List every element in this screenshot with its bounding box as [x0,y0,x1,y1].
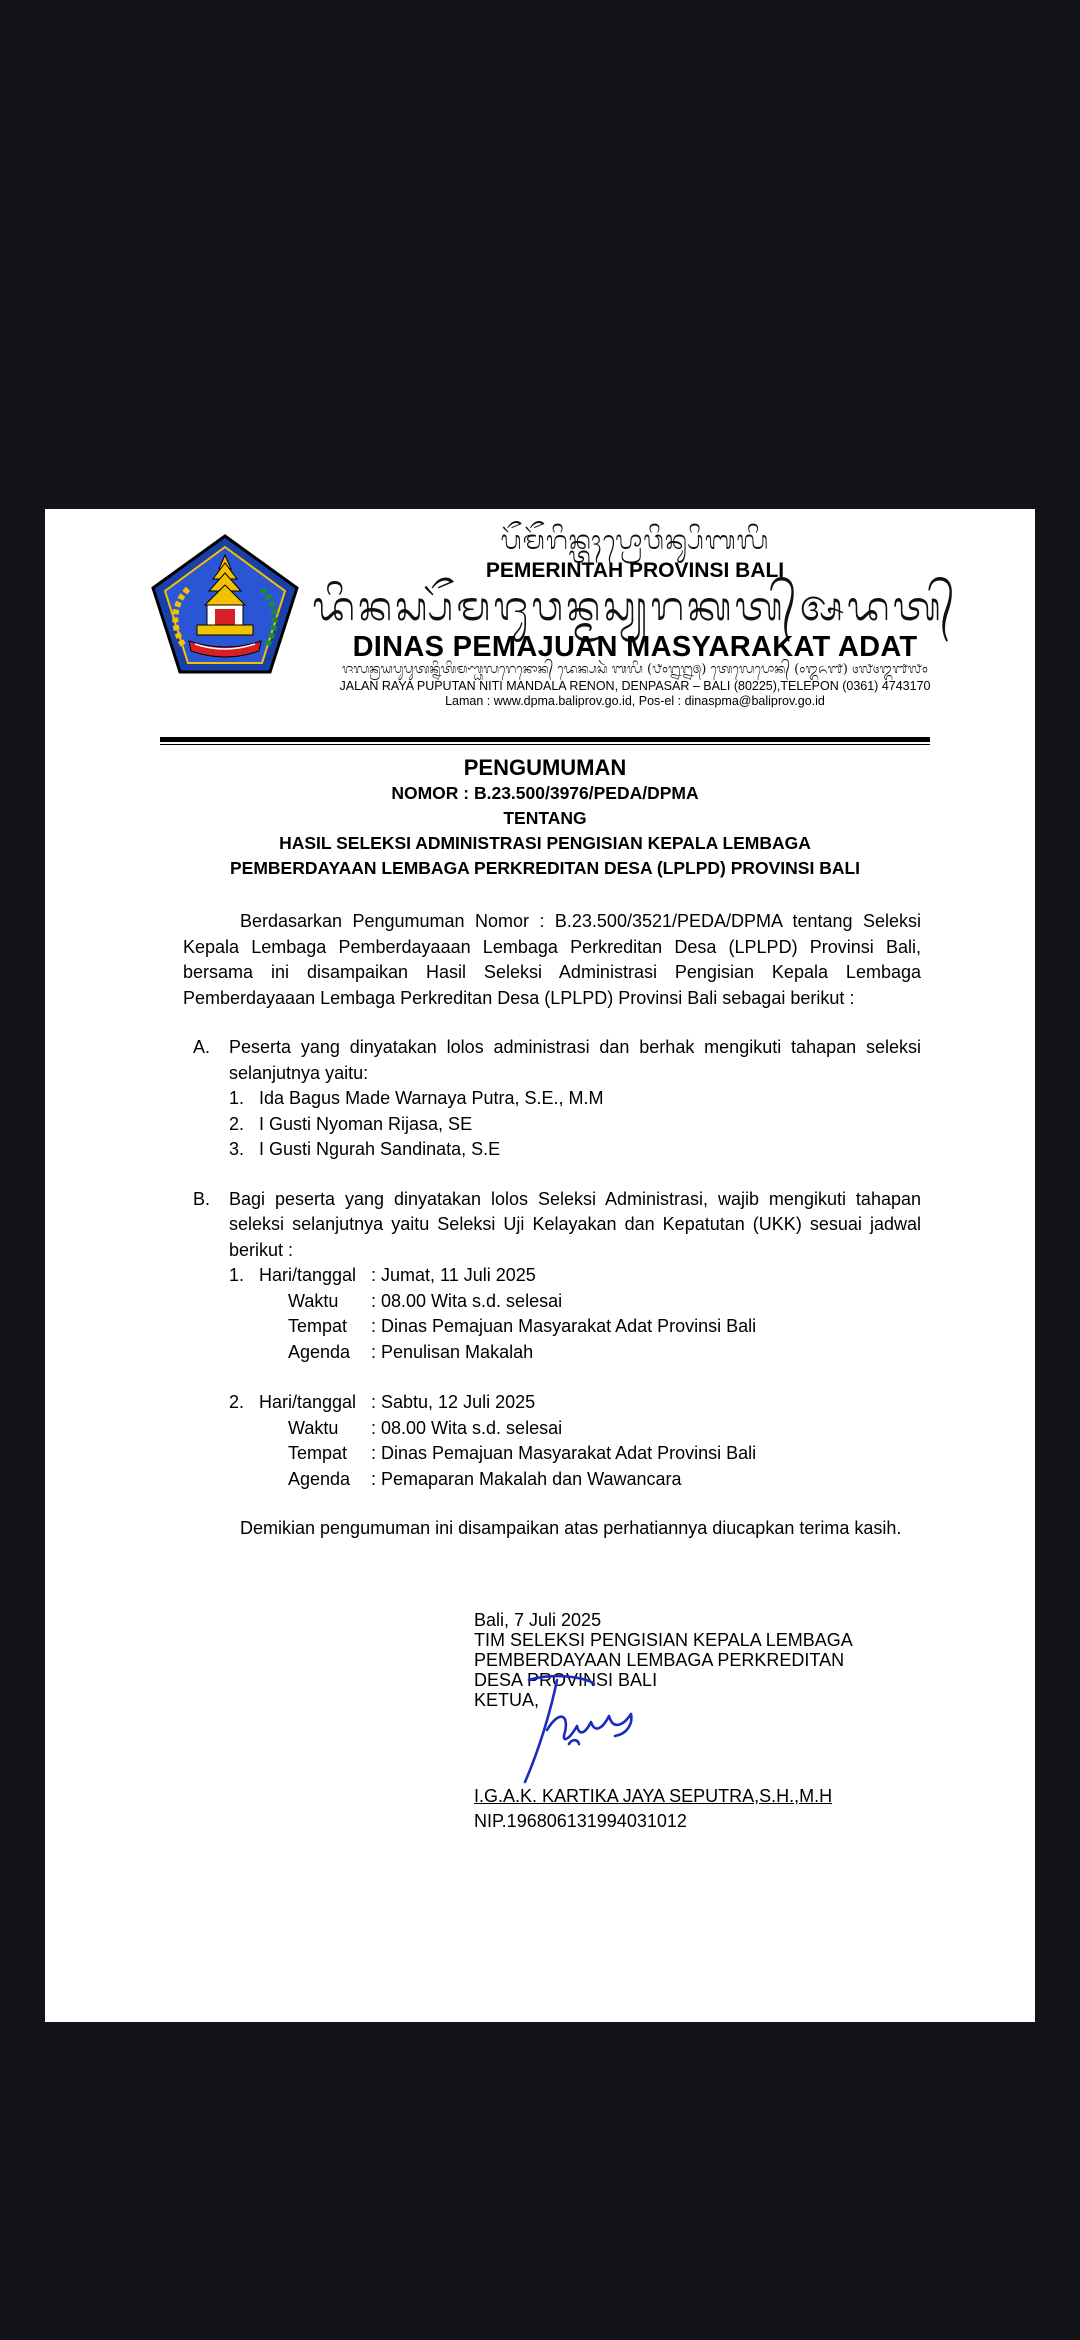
balinese-script-government: ᬧᭂᬫᭂᬭᬶᬦ᭄ᬢᬄᬧ᭄ᬭᭀᬯᬶᬦ᭄ᬲᬶᬩᬮᬶ [500,526,770,556]
participant-list [229,1086,921,1163]
section-a-letter: A. [193,1037,211,1057]
announcement-subject-line-1: HASIL SELEKSI ADMINISTRASI PENGISIAN KEPALA LEMBAGA [279,833,811,853]
section-a-text: Peserta yang dinyatakan lolos administrasi dan berhak mengikuti tahapan seleksi selanjutnya yaitu: [229,1037,921,1083]
schedule-number: 1. [229,1265,245,1285]
schedule-place-label: Tempat [288,1443,348,1463]
schedule-agenda-value: : Pemaparan Makalah dan Wawancara [371,1468,682,1489]
office-contact: Laman : www.dpma.baliprov.go.id, Pos-el : dinaspma@baliprov.go.id [445,694,825,708]
schedule-day-value: : Sabtu, 12 Juli 2025 [371,1392,536,1412]
list-item [229,1086,921,1112]
document-page [45,509,1035,2022]
section-a [183,1035,921,1163]
schedule-item [229,1263,921,1365]
signatory-name: I.G.A.K. KARTIKA JAYA SEPUTRA,S.H.,M.H [474,1786,833,1806]
list-item-number: 2. [229,1113,245,1134]
office-address: JALAN RAYA PUPUTAN NITI MANDALA RENON, DENPASAR – BALI (80225),TELEPON (0361) 4743170 [339,679,931,693]
signatory-nip: NIP.196806131994031012 [474,1811,687,1831]
signatory-role: KETUA, [474,1690,540,1710]
schedule-place-value: : Dinas Pemajuan Masyarakat Adat Provinsi Bali [371,1316,757,1336]
announcement-heading [160,755,930,881]
list-item [229,1137,921,1163]
schedule-time-label: Waktu [288,1417,339,1438]
schedule-item [229,1390,921,1492]
schedule-day-label: Hari/tanggal [259,1392,357,1412]
team-name-line-1: TIM SELEKSI PENGISIAN KEPALA LEMBAGA [474,1630,853,1650]
letterhead-divider-thick [160,737,930,742]
signature-block [474,1610,934,1831]
announcement-title: PENGUMUMAN [463,755,627,780]
schedule-day-label: Hari/tanggal [259,1265,357,1285]
schedule-agenda-value: : Penulisan Makalah [371,1341,534,1362]
schedule-agenda-label: Agenda [288,1341,351,1362]
letterhead [245,523,1025,709]
schedule-place-value: : Dinas Pemajuan Masyarakat Adat Provinsi Bali [371,1443,757,1463]
announcement-number: NOMOR : B.23.500/3976/PEDA/DPMA [391,783,699,803]
closing-paragraph: Demikian pengumuman ini disampaikan atas perhatiannya diucapkan terima kasih. [240,1518,902,1538]
list-item-number: 3. [229,1139,245,1159]
list-item [229,1112,921,1138]
participant-name: I Gusti Ngurah Sandinata, S.E [259,1139,501,1159]
section-b-text: Bagi peserta yang dinyatakan lolos Seleksi Administrasi, wajib mengikuti tahapan seleksi selanjutnya yaitu Seleksi Uji Kelayakan dan Kepatutan (UKK) sesuai jadwal berikut : [229,1188,921,1260]
section-b-letter: B. [193,1188,211,1209]
schedule-number: 2. [229,1392,245,1412]
participant-name: I Gusti Nyoman Rijasa, SE [259,1113,473,1134]
section-b [183,1187,921,1493]
schedule-time-value: : 08.00 Wita s.d. selesai [371,1417,563,1438]
intro-paragraph: Berdasarkan Pengumuman Nomor : B.23.500/3521/PEDA/DPMA tentang Seleksi Kepala Lembaga Pemberdayaaan Lembaga Perkreditan Desa (LPLPD) Provinsi Bali, bersama ini disampaikan Hasil Seleksi Administrasi Pengisian Kepala Lembaga Pemberdayaaan Lembaga Perkreditan Desa (LPLPD) Provinsi Bali sebagai berikut : [183,911,921,1008]
participant-name: Ida Bagus Made Warnaya Putra, S.E., M.M [259,1088,604,1108]
team-name-line-3: DESA PROVINSI BALI [474,1670,658,1690]
signing-place-date: Bali, 7 Juli 2025 [474,1610,602,1630]
announcement-body [183,909,921,1542]
schedule-time-label: Waktu [288,1290,339,1311]
schedule-time-value: : 08.00 Wita s.d. selesai [371,1290,563,1311]
balinese-script-department: ᬤᬶᬦᬲ᭄ᬧᭂᬫᬚᬸᬯᬦ᭄ᬫᬲ᭄ᬬᬭᬓᬢ᭄ᬅᬤᬢ᭄ [312,584,958,630]
list-item-number: 1. [229,1088,245,1108]
announcement-subject-line-2: PEMBERDAYAAN LEMBAGA PERKREDITAN DESA (LPLPD) PROVINSI BALI [229,858,861,878]
announcement-about: TENTANG [503,808,587,828]
team-name-line-2: PEMBERDAYAAN LEMBAGA PERKREDITAN [474,1650,845,1670]
balinese-script-address: ᬚᬮᬦ᭄ᬭᬬᬧᬸᬧᬸᬢᬦ᭄ᬦᬶᬢᬶᬫᬡ᭄ᬟᬮᬭᬾᬦᭀᬦ᭄ ᬤᬾᬦ᭄ᬧᬲᬃ ᬩᬮᬶ (᭘᭐᭒᭒᭕) ᬢᬾᬮᬾᬧᭀᬦ᭄ (᭐᭓᭖᭑) ᭔᭗᭔᭓᭑᭗᭐ [342,662,928,677]
schedule-day-value: : Jumat, 11 Juli 2025 [371,1265,536,1285]
department-name: DINAS PEMAJUAN MASYARAKAT ADAT [352,631,918,663]
government-name: PEMERINTAH PROVINSI BALI [485,559,785,582]
schedule-place-label: Tempat [288,1316,348,1336]
letterhead-divider-thin [160,744,930,745]
schedule-agenda-label: Agenda [288,1468,351,1489]
handwritten-signature [499,1670,639,1790]
